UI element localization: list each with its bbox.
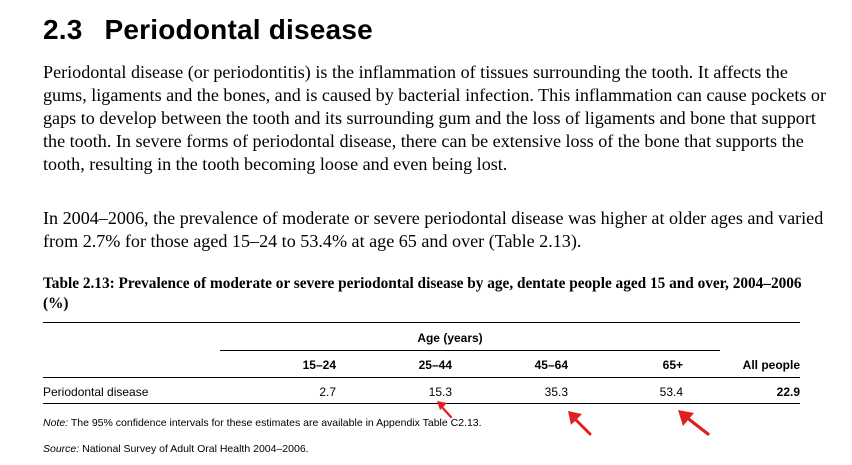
source-text: National Survey of Adult Oral Health 2004–2006.	[79, 443, 309, 455]
cell-15-24: 2.7	[319, 385, 336, 399]
column-header-25-44: 25–44	[418, 358, 452, 372]
section-heading	[43, 14, 373, 46]
table-note	[43, 417, 482, 429]
column-header-65-plus: 65+	[662, 358, 683, 372]
cell-25-44: 15.3	[428, 385, 452, 399]
header-bottom-rule	[43, 377, 800, 378]
note-text: The 95% confidence intervals for these estimates are available in Appendix Table C2.13.	[68, 417, 482, 429]
intro-paragraph: Periodontal disease (or periodontitis) is the inflammation of tissues surrounding the tooth. It affects the gums, ligaments and the bones, and is caused by bacterial infection. This inflammation can cause pockets or gaps to develop between the tooth and its surrounding gum and the loss of ligaments and bone that support the tooth. In severe forms of periodontal disease, there can be extensive loss of the bone that supports the tooth, resulting in the tooth becoming loose and even being lost.	[43, 62, 827, 174]
table-caption: Table 2.13: Prevalence of moderate or severe periodontal disease by age, dentate people aged 15 and over, 2004–2006 (%)	[43, 275, 802, 312]
cell-65-plus: 53.4	[659, 385, 683, 399]
note-label: Note:	[43, 417, 69, 429]
row-label-periodontal: Periodontal disease	[43, 385, 149, 399]
annotation-arrow-icon	[432, 398, 462, 422]
annotation-arrow-icon	[562, 406, 596, 440]
table-top-rule	[43, 322, 800, 323]
annotation-arrow-icon	[672, 406, 714, 440]
age-group-rule	[220, 350, 720, 351]
section-number: 2.3	[43, 14, 83, 45]
age-group-header: Age (years)	[417, 331, 483, 345]
cell-all-people: 22.9	[776, 385, 800, 399]
section-title: Periodontal disease	[104, 14, 373, 45]
table-bottom-rule	[43, 403, 800, 404]
source-label: Source:	[43, 443, 80, 455]
table-source	[43, 443, 309, 455]
column-header-all-people: All people	[742, 358, 800, 372]
prevalence-paragraph: In 2004–2006, the prevalence of moderate or severe periodontal disease was higher at older ages and varied from 2.7% for those aged 15–24 to 53.4% at age 65 and over (Table 2.13).	[43, 208, 824, 251]
column-header-45-64: 45–64	[534, 358, 568, 372]
column-header-15-24: 15–24	[302, 358, 336, 372]
cell-45-64: 35.3	[544, 385, 568, 399]
